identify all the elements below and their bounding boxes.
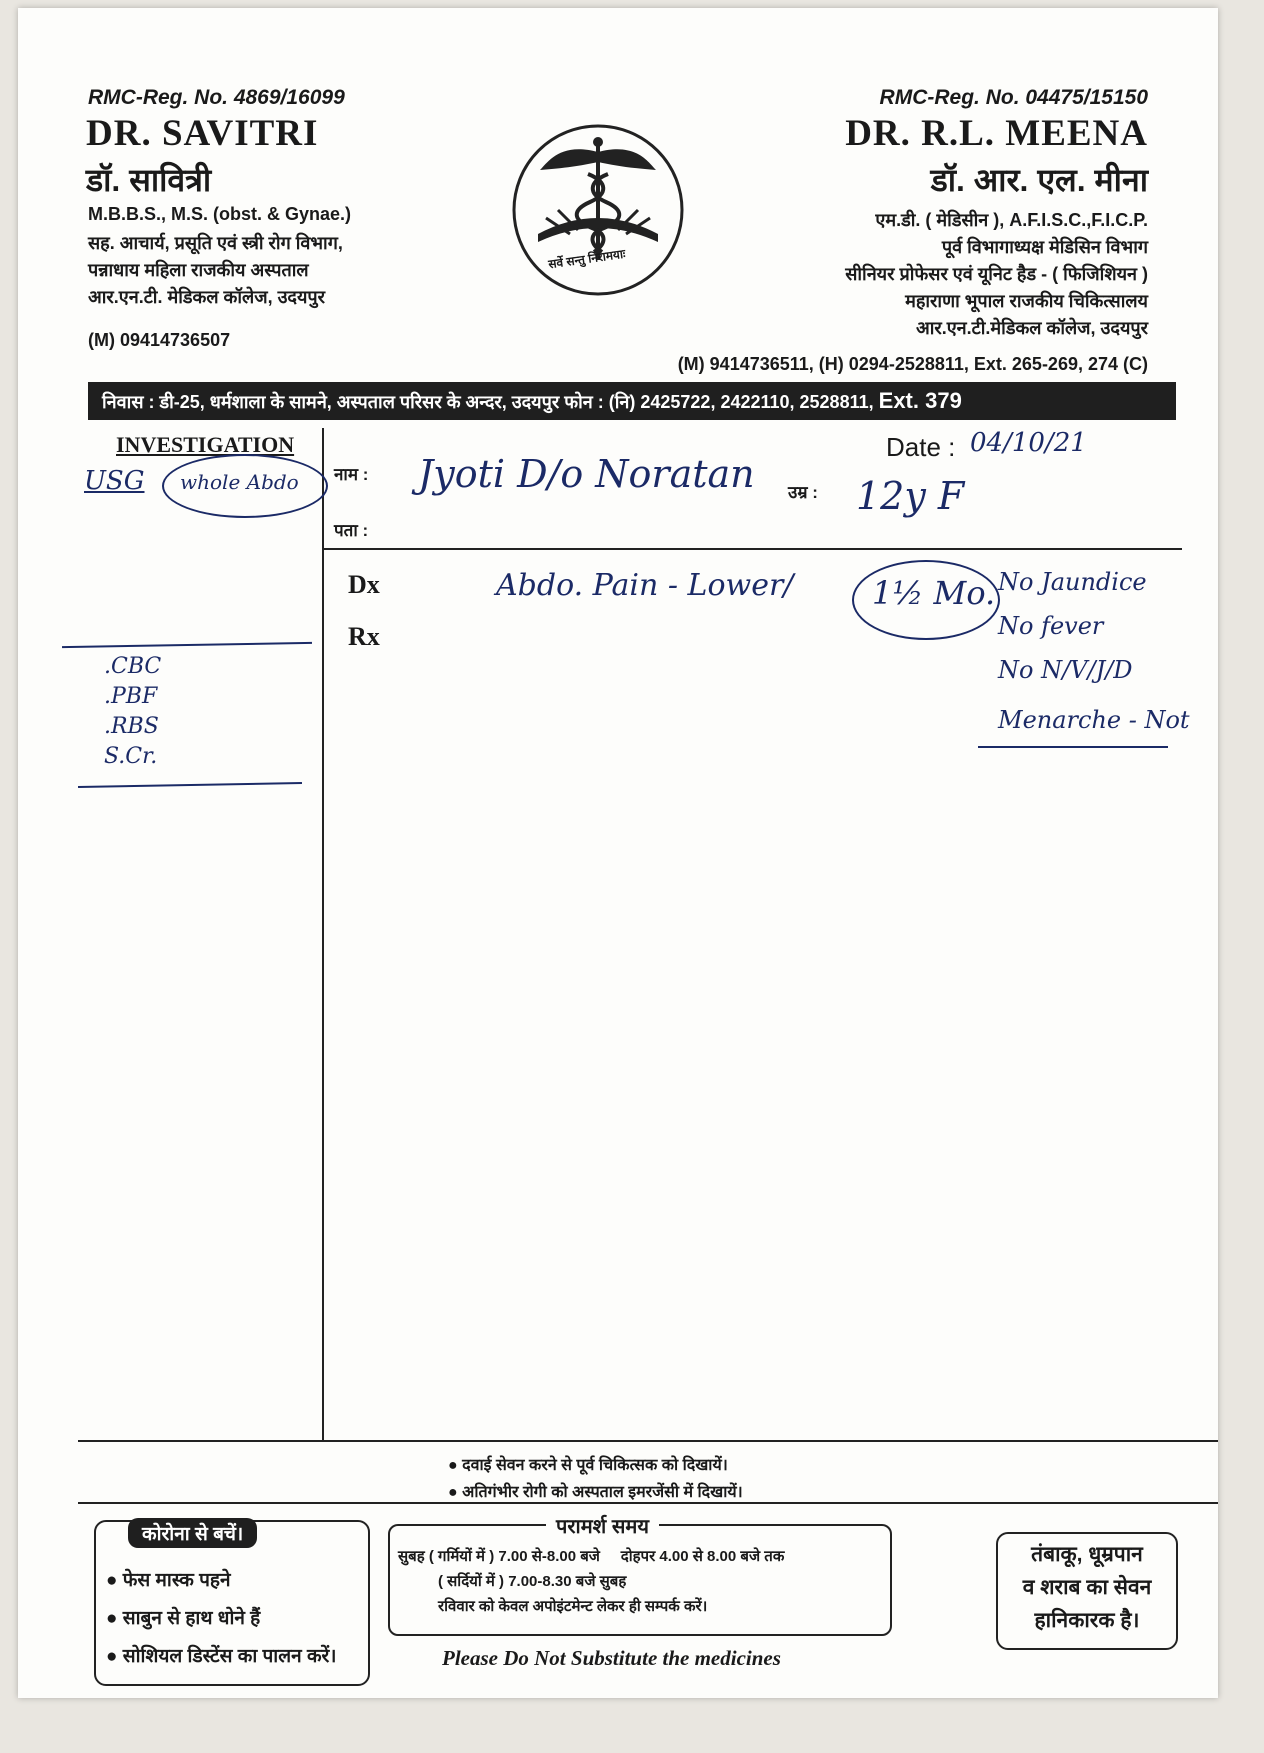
corona-box — [94, 1520, 370, 1686]
left-line: पन्नाधाय महिला राजकीय अस्पताल — [88, 260, 309, 280]
tests-top-line — [62, 642, 312, 648]
consult-line: सुबह ( गर्मियों में ) 7.00 से-8.00 बजे दोहपर 4.00 से 8.00 बजे तक — [398, 1548, 785, 1565]
investigation-label: INVESTIGATION — [116, 432, 295, 457]
handwritten-name: Jyoti D/o Noratan — [418, 452, 755, 496]
right-line: पूर्व विभागाध्यक्ष मेडिसिन विभाग — [941, 237, 1148, 257]
corona-list — [106, 1562, 337, 1676]
tobacco-line: व शराब का सेवन — [1022, 1576, 1152, 1599]
consult-line: ( सर्दियों में ) 7.00-8.30 बजे सुबह — [438, 1573, 627, 1590]
right-phones: (M) 9414736511, (H) 0294-2528811, Ext. 265-269, 274 (C) — [677, 354, 1148, 374]
left-reg-number: RMC-Reg. No. 4869/16099 — [88, 86, 345, 109]
test-item: .PBF — [104, 684, 158, 709]
corona-title: कोरोना से बचें। — [128, 1518, 257, 1548]
footer-note: ● दवाई सेवन करने से पूर्व चिकित्सक को दिखायें। — [448, 1457, 728, 1474]
footer-divider — [78, 1440, 1218, 1442]
notes-underline — [978, 746, 1168, 748]
address-bar — [88, 382, 1176, 420]
note-item: No Jaundice — [998, 568, 1147, 596]
rx-label: Rx — [348, 622, 380, 651]
handwritten-tests — [104, 652, 161, 772]
corona-item: ● सोशियल डिस्टेंस का पालन करें। — [106, 1646, 337, 1667]
handwritten-duration: 1½ Mo. — [872, 574, 996, 612]
left-doctor-name-hindi: डॉ. सावित्री — [86, 162, 212, 198]
prescription-sheet — [18, 8, 1218, 1698]
date-label: Date : — [886, 432, 956, 462]
left-doctor-name: DR. SAVITRI — [86, 113, 319, 154]
name-label: नाम : — [334, 465, 369, 484]
left-line: आर.एन.टी. मेडिकल कॉलेज, उदयपुर — [88, 287, 326, 307]
right-doctor-name: DR. R.L. MEENA — [845, 113, 1148, 154]
dx-label: Dx — [348, 570, 380, 599]
investigation-divider — [322, 428, 324, 1440]
right-designation — [845, 234, 1148, 342]
handwritten-age: 12y F — [856, 474, 965, 518]
right-qualification: एम.डी. ( मेडिसीन ), A.F.I.S.C.,F.I.C.P. — [875, 210, 1148, 230]
caduceus-emblem-icon — [510, 122, 686, 298]
left-qualification: M.B.B.S., M.S. (obst. & Gynae.) — [88, 204, 352, 224]
left-mobile: (M) 09414736507 — [88, 330, 231, 350]
right-reg-number: RMC-Reg. No. 04475/15150 — [879, 86, 1148, 109]
note-item: Menarche - Not — [998, 706, 1190, 734]
address-text: निवास : डी-25, धर्मशाला के सामने, अस्पताल परिसर के अन्दर, उदयपुर फोन : (नि) 2425722, 2422110, 2528811, — [102, 392, 874, 412]
address-label: पता : — [334, 521, 369, 540]
right-line: आर.एन.टी.मेडिकल कॉलेज, उदयपुर — [915, 318, 1148, 338]
address-ext: Ext. 379 — [878, 388, 962, 413]
right-doctor-name-hindi: डॉ. आर. एल. मीना — [930, 162, 1148, 198]
left-designation — [88, 230, 343, 311]
note-item: No fever — [998, 612, 1104, 640]
handwritten-diagnosis: Abdo. Pain - Lower/ — [496, 568, 794, 603]
corona-item: ● साबुन से हाथ धोने हैं — [106, 1608, 261, 1629]
consult-box — [388, 1524, 892, 1636]
header-divider — [322, 548, 1182, 550]
logo-motto: सर्वे सन्तु निरामयाः — [547, 246, 627, 272]
right-line: सीनियर प्रोफेसर एवं यूनिट हैड - ( फिजिशियन ) — [845, 264, 1148, 284]
handwritten-notes — [998, 560, 1190, 742]
handwritten-investigation: USG — [84, 466, 145, 496]
right-line: महाराणा भूपाल राजकीय चिकित्सालय — [905, 291, 1148, 311]
footer-notes — [448, 1452, 743, 1506]
consult-title: परामर्श समय — [546, 1512, 659, 1539]
test-item: .RBS — [104, 714, 159, 739]
test-item: S.Cr. — [104, 744, 158, 769]
tobacco-line: हानिकारक है। — [1034, 1609, 1140, 1632]
handwritten-investigation-detail: whole Abdo — [180, 470, 299, 494]
substitute-warning: Please Do Not Substitute the medicines — [442, 1646, 781, 1670]
handwritten-date: 04/10/21 — [970, 428, 1087, 458]
tobacco-box — [996, 1532, 1178, 1650]
consult-line: रविवार को केवल अपोइंटमेन्ट लेकर ही सम्पर्क करें। — [438, 1598, 708, 1615]
age-label: उम्र : — [788, 483, 818, 502]
tests-bottom-line — [78, 782, 302, 788]
note-item: No N/V/J/D — [998, 656, 1133, 684]
corona-item: ● फेस मास्क पहने — [106, 1570, 231, 1591]
tobacco-line: तंबाकू, धूम्रपान — [1031, 1543, 1143, 1566]
left-line: सह. आचार्य, प्रसूति एवं स्त्री रोग विभाग, — [88, 233, 343, 253]
test-item: .CBC — [104, 654, 162, 679]
footer-note: ● अतिगंभीर रोगी को अस्पताल इमरजेंसी में दिखायें। — [448, 1484, 743, 1501]
